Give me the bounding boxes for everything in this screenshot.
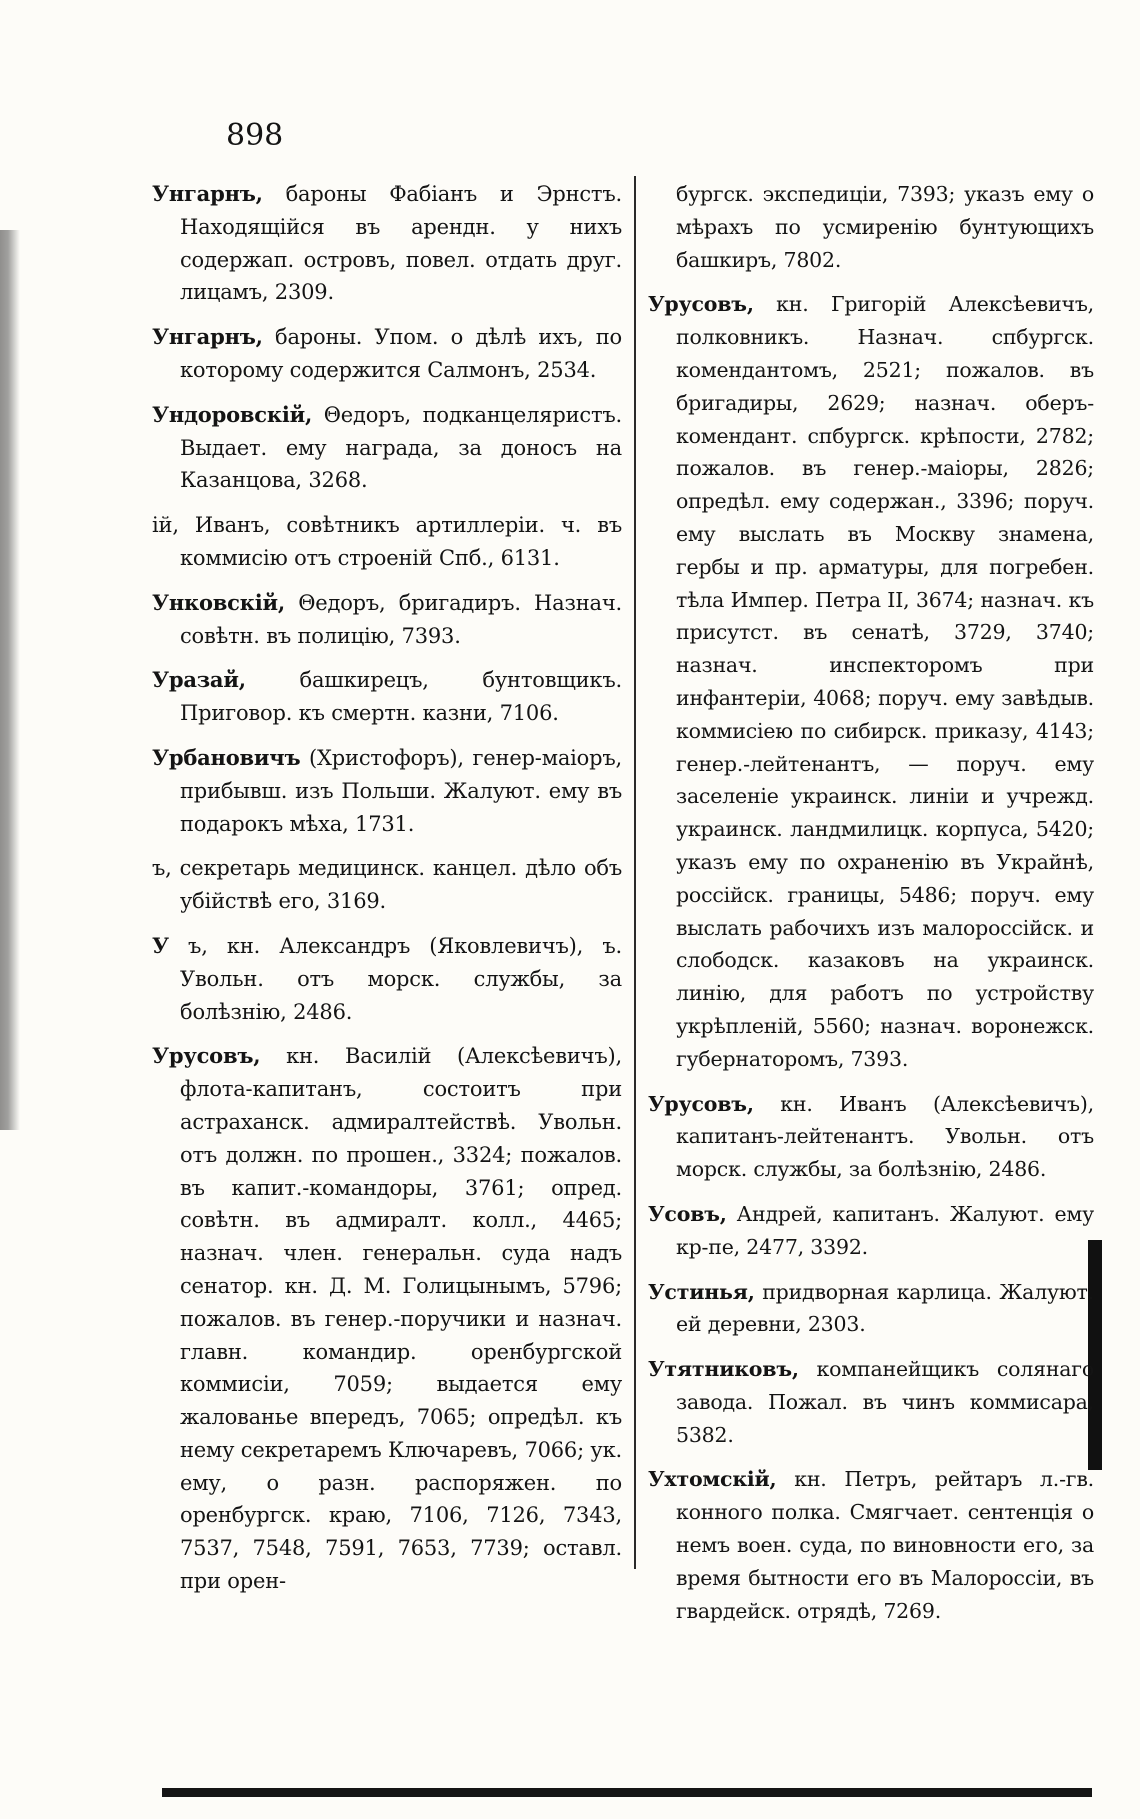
entry-headword: Урусовъ,: [648, 1091, 754, 1116]
index-entry: [648, 1276, 1094, 1342]
entry-text: кн. Григорій Алексѣевичъ, полковникъ. Назнач. спбургск. комендантомъ, 2521; пожалов. въ бригадиры, 2629; назнач. оберъ-комендант. спбургск. крѣпости, 2782; пожалов. въ генер.-маіоры, 2826; опредѣл. ему содержан., 3396; поруч. ему выслать въ Москву знамена, гербы и пр. арматуры, для погребен. тѣла Импер. Петра II, 3674; назнач. къ присутст. въ сенатѣ, 3729, 3740; назнач. инспекторомъ при инфантеріи, 4068; поруч. ему завѣдыв. коммисіею по сибирск. приказу, 4143; генер.-лейтенантъ, — поруч. ему заселеніе украинск. линіи и учрежд. украинск. ландмилицк. корпуса, 5420; указъ ему по охраненію въ Украйнѣ, россійск. границы, 5486; поруч. ему выслать рабочихъ изъ малороссійск. и слободск. казаковъ на украинск. линію, для работъ по устройству укрѣпленій, 5560; назнач. воронежск. губернаторомъ, 7393.: [676, 292, 1094, 1071]
entry-text: Θедоръ, бригадиръ. Назнач. совѣтн. въ полицію, 7393.: [180, 590, 622, 648]
entry-text: Θедоръ, подканцеляристъ. Выдает. ему награда, за доносъ на Казанцова, 3268.: [180, 402, 622, 493]
index-entry: [648, 1353, 1094, 1451]
left-column: [152, 178, 622, 1610]
entry-headword: Унгарнъ,: [152, 181, 263, 206]
index-entry: [648, 1463, 1094, 1627]
entry-text: бароны Фабіанъ и Эрнстъ. Находящійся въ арендн. у нихъ содержап. островъ, повел. отдать друг. лицамъ, 2309.: [180, 182, 622, 305]
entry-text: бароны. Упом. о дѣлѣ ихъ, по которому содержится Салмонъ, 2534.: [180, 325, 622, 382]
entry-text: ъ, секретарь медицинск. канцел. дѣло объ убійствѣ его, 3169.: [152, 856, 622, 914]
page-number: 898: [226, 118, 284, 153]
scan-edge-shadow: [0, 230, 20, 1130]
entry-headword: Усовъ,: [648, 1201, 727, 1226]
entry-headword: У: [152, 932, 169, 958]
index-entry-damaged: [152, 852, 622, 918]
entry-headword: Урбановичъ: [152, 744, 301, 770]
entry-text: (Христофоръ), генер-маіоръ, прибывш. изъ Польши. Жалуют. ему въ подарокъ мѣха, 1731.: [180, 745, 622, 836]
entry-headword: Урусовъ,: [152, 1043, 261, 1069]
entry-headword: Уразай,: [152, 667, 246, 693]
bottom-rule: [162, 1788, 1092, 1797]
entry-text: придворная карлица. Жалуют. ей деревни, 2303.: [676, 1279, 1094, 1337]
entry-headword: Устинья,: [648, 1279, 755, 1304]
right-column: [648, 178, 1094, 1639]
entry-continuation: бургск. экспедиціи, 7393; указъ ему о мѣрахъ по усмиренію бунтующихъ башкиръ, 7802.: [676, 182, 1094, 272]
entry-text: кн. Василій (Алексѣевичъ), флота-капитанъ, состоитъ при астраханск. адмиралтействѣ. Увольн. отъ должн. по прошен., 3324; пожалов. въ капит.-командоры, 3761; опред. совѣтн. въ адмиралт. колл., 4465; назнач. член. генеральн. суда надъ сенатор. кн. Д. М. Голицынымъ, 5796; пожалов. въ генер.-поручики и назнач. главн. командир. оренбургской коммисіи, 7059; выдается ему жалованье впередъ, 7065; опредѣл. къ нему секретаремъ Ключаревъ, 7066; ук. ему, о разн. распоряжен. по оренбургск. краю, 7106, 7126, 7343, 7537, 7548, 7591, 7653, 7739; оставл. при орен-: [180, 1044, 622, 1594]
index-entry: [152, 664, 622, 730]
index-entry: [152, 321, 622, 387]
entry-text: ъ, кн. Александръ (Яковлевичъ), ъ. Увольн. отъ морск. службы, за болѣзнію, 2486.: [168, 933, 622, 1024]
entry-text: башкирецъ, бунтовщикъ. Приговор. къ смертн. казни, 7106.: [180, 668, 622, 726]
index-entry: [648, 1198, 1094, 1264]
column-divider: [634, 176, 636, 1569]
entry-headword: Ундоровскій,: [152, 401, 313, 427]
entry-headword: Унгарнъ,: [152, 324, 263, 350]
entry-text: Андрей, капитанъ. Жалуют. ему кр-пе, 2477, 3392.: [676, 1201, 1094, 1259]
entry-headword: Утятниковъ,: [648, 1357, 799, 1382]
entry-text: компанейщикъ солянаго завода. Пожал. въ чинъ коммисара, 5382.: [676, 1357, 1094, 1447]
index-entry: [648, 288, 1094, 1075]
index-entry: [152, 178, 622, 309]
index-entry: [152, 742, 622, 840]
index-entry: [648, 1088, 1094, 1186]
index-entry: [152, 587, 622, 653]
entry-headword: Ухтомскій,: [648, 1467, 777, 1492]
index-entry-damaged: [152, 509, 622, 575]
index-entry: [152, 399, 622, 497]
index-entry: [152, 1040, 622, 1598]
index-entry-damaged: [152, 930, 622, 1028]
entry-text: кн. Петръ, рейтаръ л.-гв. конного полка. Смягчает. сентенція о немъ воен. суда, по виновности его, за время бытности его въ Малороссіи, въ гвардейск. отрядѣ, 7269.: [676, 1467, 1094, 1623]
entry-text: ій, Иванъ, совѣтникъ артиллеріи. ч. въ коммисію отъ строеній Спб., 6131.: [152, 513, 622, 570]
entry-headword: Унковскій,: [152, 589, 285, 615]
entry-headword: Урусовъ,: [648, 292, 754, 317]
entry-text: кн. Иванъ (Алексѣевичъ), капитанъ-лейтенантъ. Увольн. отъ морск. службы, за болѣзнію, 2486.: [676, 1091, 1094, 1182]
